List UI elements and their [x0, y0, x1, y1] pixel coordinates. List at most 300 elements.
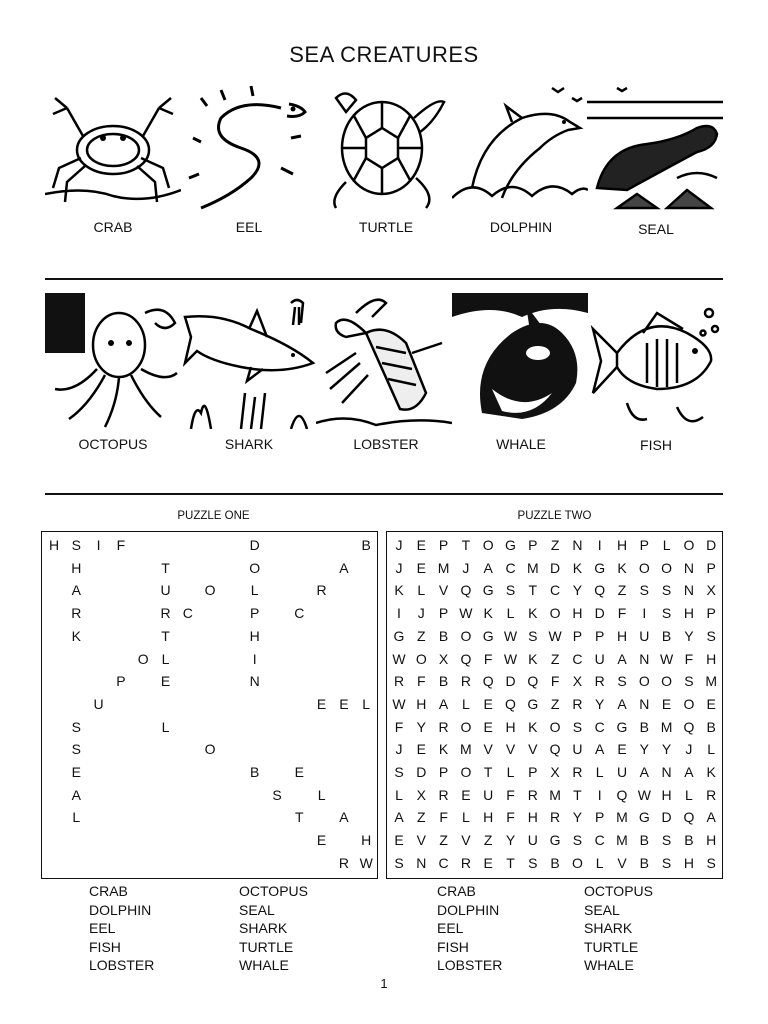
grid-letter: X — [438, 650, 449, 667]
grid-letter: Z — [617, 582, 627, 599]
divider-2 — [45, 493, 723, 495]
word: DOLPHIN — [437, 901, 500, 918]
grid-letter: L — [595, 764, 604, 780]
grid-letter: H — [361, 832, 372, 849]
grid-letter: K — [394, 582, 404, 599]
grid-letter: G — [482, 582, 494, 599]
grid-letter: E — [71, 764, 81, 780]
word-list-one-col2 — [239, 882, 308, 975]
grid-letter: W — [637, 786, 651, 803]
grid-letter: V — [461, 832, 471, 849]
grid-letter: T — [295, 809, 304, 826]
grid-letter: W — [392, 650, 406, 667]
grid-letter: L — [161, 718, 170, 735]
grid-letter: W — [503, 627, 518, 644]
grid-letter: I — [642, 605, 647, 622]
grid-letter: Z — [550, 695, 560, 712]
grid-letter: B — [706, 718, 716, 735]
grid-letter: Z — [550, 537, 560, 553]
grid-letter: P — [528, 537, 538, 553]
grid-letter: Y — [505, 832, 516, 849]
grid-letter: H — [249, 627, 260, 644]
grid-letter: E — [416, 741, 426, 758]
grid-letter: U — [594, 650, 605, 667]
grid-letter: K — [572, 559, 583, 576]
grid-letter: Q — [460, 582, 472, 599]
grid-letter: T — [573, 786, 582, 803]
label-eel: EEL — [235, 219, 263, 235]
grid-letter: R — [438, 718, 449, 735]
grid-letter: R — [438, 786, 449, 803]
grid-letter: L — [250, 582, 259, 599]
grid-letter: O — [460, 718, 472, 735]
grid-letter: D — [249, 537, 260, 553]
word: DOLPHIN — [89, 901, 152, 918]
grid-letter: S — [684, 673, 694, 690]
grid-letter: L — [707, 741, 716, 758]
grid-letter: O — [549, 718, 561, 735]
label-crab: CRAB — [93, 219, 133, 235]
grid-letter: M — [460, 741, 472, 758]
grid-letter: X — [550, 764, 560, 780]
grid-letter: Z — [550, 650, 560, 667]
grid-letter: H — [71, 559, 82, 576]
grid-letter: X — [706, 582, 716, 599]
grid-letter: L — [461, 809, 470, 826]
grid-letter: E — [316, 832, 327, 849]
word: SHARK — [239, 920, 288, 937]
grid-letter: O — [415, 650, 427, 667]
grid-letter: A — [438, 695, 449, 712]
grid-letter: S — [505, 582, 516, 599]
word: TURTLE — [239, 938, 294, 955]
grid-letter: A — [71, 786, 81, 803]
grid-letter: M — [705, 673, 718, 690]
grid-letter: U — [639, 627, 650, 644]
grid-letter: O — [661, 673, 673, 690]
crab-icon — [45, 78, 181, 214]
fish-icon — [587, 293, 723, 429]
grid-letter: S — [661, 854, 672, 871]
grid-letter: H — [505, 718, 516, 735]
grid-letter: B — [639, 718, 649, 735]
grid-letter: A — [483, 559, 493, 576]
grid-letter: V — [617, 854, 627, 871]
grid-letter: D — [661, 809, 672, 826]
grid-letter: Y — [639, 741, 649, 758]
grid-letter: O — [683, 537, 695, 553]
grid-letter: B — [550, 854, 560, 871]
word: LOBSTER — [437, 957, 503, 974]
label-fish: FISH — [640, 437, 672, 453]
grid-letter: X — [572, 673, 583, 690]
grid-letter: T — [506, 854, 515, 871]
grid-letter: S — [617, 673, 627, 690]
grid-letter: S — [528, 854, 538, 871]
grid-letter: W — [659, 650, 674, 667]
grid-letter: R — [460, 854, 471, 871]
grid-letter: C — [438, 854, 449, 871]
grid-letter: Z — [417, 809, 426, 826]
grid-letter: O — [482, 537, 494, 553]
lobster-icon — [316, 293, 452, 429]
grid-letter: P — [639, 537, 649, 553]
grid-letter: G — [505, 537, 516, 553]
grid-letter: F — [116, 537, 126, 553]
grid-letter: C — [294, 605, 305, 622]
grid-letter: T — [161, 559, 170, 576]
grid-letter: K — [528, 718, 538, 735]
grid-letter: F — [417, 673, 426, 690]
grid-letter: L — [395, 786, 403, 803]
grid-letter: C — [594, 718, 605, 735]
grid-letter: P — [528, 764, 538, 780]
grid-letter: I — [397, 605, 401, 622]
grid-letter: B — [438, 627, 449, 644]
page-title: SEA CREATURES — [289, 42, 479, 67]
grid-letter: U — [160, 582, 171, 599]
grid-letter: A — [684, 764, 694, 780]
grid-letter: Q — [683, 809, 695, 826]
word: WHALE — [584, 957, 634, 974]
grid-letter: R — [160, 605, 171, 622]
grid-letter: Y — [572, 809, 583, 826]
grid-letter: V — [438, 582, 449, 599]
grid-letter: C — [594, 832, 605, 849]
grid-letter: D — [706, 537, 717, 553]
grid-letter: P — [572, 627, 583, 644]
grid-letter: D — [594, 605, 605, 622]
grid-letter: N — [661, 764, 672, 780]
grid-letter: E — [483, 854, 493, 871]
word: WHALE — [239, 957, 289, 974]
grid-letter: K — [706, 764, 716, 780]
grid-letter: O — [204, 582, 216, 599]
grid-letter: S — [528, 627, 538, 644]
word: SEAL — [584, 901, 620, 918]
grid-letter: F — [506, 786, 515, 803]
grid-letter: A — [394, 809, 404, 826]
grid-letter: R — [706, 786, 717, 803]
grid-letter: V — [528, 741, 538, 758]
grid-letter: G — [638, 809, 650, 826]
grid-letter: M — [616, 809, 628, 826]
grid-letter: U — [93, 695, 104, 712]
grid-letter: A — [71, 582, 81, 599]
grid-letter: F — [684, 650, 694, 667]
word: OCTOPUS — [584, 883, 653, 899]
grid-letter: L — [161, 650, 170, 667]
grid-letter: O — [638, 673, 650, 690]
shark-icon — [181, 293, 317, 429]
grid-letter: Q — [527, 673, 539, 690]
grid-letter: F — [483, 650, 493, 667]
grid-letter: H — [48, 537, 60, 553]
grid-letter: L — [417, 582, 426, 599]
eel-picture — [181, 78, 317, 214]
grid-letter: G — [527, 695, 539, 712]
octopus-picture — [45, 293, 181, 429]
grid-letter: Z — [417, 627, 426, 644]
grid-letter: E — [706, 695, 716, 712]
word: OCTOPUS — [239, 883, 308, 899]
grid-letter: R — [338, 854, 349, 871]
grid-letter: L — [461, 695, 470, 712]
picture-row-2 — [45, 293, 723, 429]
seal-icon — [587, 78, 723, 214]
grid-letter: O — [638, 559, 650, 576]
grid-letter: K — [71, 627, 81, 644]
word-list-two-col2 — [584, 882, 653, 975]
grid-letter: A — [617, 695, 627, 712]
grid-letter: R — [572, 764, 583, 780]
grid-letter: R — [393, 673, 405, 690]
grid-letter: U — [527, 832, 538, 849]
grid-letter: C — [505, 559, 516, 576]
grid-letter: Q — [482, 673, 494, 690]
grid-letter: N — [249, 673, 260, 690]
grid-letter: G — [549, 832, 561, 849]
octopus-icon — [45, 293, 181, 429]
grid-letter: Q — [505, 695, 516, 712]
grid-letter: S — [661, 832, 672, 849]
grid-letter: P — [595, 809, 605, 826]
dolphin-icon — [452, 78, 588, 214]
grid-letter: Y — [572, 582, 583, 599]
shark-picture — [181, 293, 317, 429]
grid-letter: A — [706, 809, 716, 826]
grid-letter: E — [661, 695, 672, 712]
grid-letter: M — [437, 559, 450, 576]
grid-letter: Q — [683, 718, 695, 735]
grid-letter: E — [294, 764, 304, 780]
grid-letter: B — [639, 832, 649, 849]
grid-letter: P — [706, 559, 716, 576]
grid-letter: R — [71, 605, 82, 622]
grid-letter: J — [417, 605, 425, 622]
label-turtle: TURTLE — [358, 219, 414, 235]
word: CRAB — [89, 883, 128, 899]
grid-letter: X — [416, 786, 426, 803]
grid-letter: L — [317, 786, 326, 803]
puzzle-two-title: PUZZLE TWO — [517, 510, 592, 522]
grid-letter: Q — [460, 650, 472, 667]
grid-letter: H — [616, 627, 628, 644]
label-lobster: LOBSTER — [353, 436, 419, 452]
label-dolphin: DOLPHIN — [489, 219, 553, 235]
grid-letter: M — [549, 786, 561, 803]
grid-letter: E — [416, 559, 426, 576]
grid-letter: P — [250, 605, 260, 622]
grid-letter: J — [395, 537, 403, 553]
word: TURTLE — [584, 938, 639, 955]
grid-letter: G — [482, 627, 494, 644]
word: CRAB — [437, 883, 476, 899]
grid-letter: N — [416, 854, 427, 871]
word: EEL — [89, 920, 116, 937]
grid-letter: R — [316, 582, 327, 599]
grid-letter: J — [395, 741, 403, 758]
fish-picture — [587, 293, 723, 429]
grid-letter: H — [527, 809, 538, 826]
grid-letter: L — [595, 854, 604, 871]
grid-letter: W — [548, 627, 562, 644]
dolphin-picture — [452, 78, 588, 214]
grid-letter: P — [595, 627, 605, 644]
grid-letter: F — [506, 809, 515, 826]
grid-letter: I — [597, 537, 602, 553]
grid-letter: W — [392, 695, 406, 712]
page-number: 1 — [380, 976, 388, 991]
grid-letter: H — [683, 854, 694, 871]
grid-letter: V — [483, 741, 493, 758]
grid-letter: S — [71, 718, 81, 735]
grid-letter: H — [416, 695, 427, 712]
grid-letter: S — [639, 582, 649, 599]
grid-letter: H — [683, 605, 694, 622]
grid-letter: M — [660, 718, 673, 735]
grid-letter: H — [706, 650, 717, 667]
turtle-icon — [316, 78, 452, 214]
grid-letter: R — [460, 673, 471, 690]
grid-letter: Q — [616, 786, 628, 803]
grid-letter: H — [483, 809, 494, 826]
grid-letter: Z — [483, 832, 493, 849]
grid-letter: Z — [439, 832, 448, 849]
grid-letter: J — [395, 559, 403, 576]
eel-icon — [181, 78, 317, 214]
divider-1 — [45, 278, 723, 280]
grid-letter: G — [393, 627, 405, 644]
grid-letter: L — [684, 786, 693, 803]
grid-letter: T — [461, 537, 471, 553]
grid-letter: F — [550, 673, 560, 690]
grid-letter: T — [161, 627, 170, 644]
grid-letter: C — [182, 605, 193, 622]
grid-letter: B — [361, 537, 371, 553]
grid-letter: E — [483, 718, 493, 735]
grid-letter: L — [506, 764, 515, 780]
grid-letter: D — [550, 559, 561, 576]
grid-letter: H — [572, 605, 583, 622]
grid-letter: I — [597, 786, 602, 803]
grid-letter: F — [439, 809, 448, 826]
grid-letter: O — [460, 764, 472, 780]
grid-letter: W — [503, 650, 518, 667]
grid-letter: U — [483, 786, 494, 803]
label-whale: WHALE — [496, 436, 546, 452]
grid-letter: E — [483, 695, 493, 712]
grid-letter: O — [460, 627, 472, 644]
word-list-two-col1 — [437, 882, 502, 975]
grid-letter: E — [316, 695, 327, 712]
label-octopus: OCTOPUS — [78, 436, 148, 452]
grid-letter: O — [549, 605, 561, 622]
grid-letter: S — [71, 741, 81, 758]
grid-letter: K — [483, 605, 493, 622]
grid-letter: W — [459, 605, 473, 622]
grid-letter: N — [639, 695, 650, 712]
grid-letter: R — [594, 673, 605, 690]
grid-letter: S — [394, 854, 404, 871]
word: LOBSTER — [89, 957, 155, 974]
grid-letter: S — [572, 832, 583, 849]
grid-letter: S — [706, 627, 716, 644]
label-seal: SEAL — [638, 221, 674, 237]
grid-letter: I — [252, 650, 257, 667]
grid-letter: A — [617, 650, 627, 667]
grid-letter: E — [416, 537, 426, 553]
grid-letter: I — [96, 537, 101, 553]
grid-letter: P — [438, 764, 449, 780]
grid-letter: P — [438, 605, 449, 622]
grid-letter: E — [617, 741, 627, 758]
grid-letter: H — [661, 786, 672, 803]
grid-letter: R — [572, 695, 583, 712]
grid-letter: E — [394, 832, 404, 849]
grid-letter: G — [594, 559, 606, 576]
grid-letter: A — [339, 559, 349, 576]
grid-letter: Y — [416, 718, 426, 735]
grid-letter: E — [339, 695, 349, 712]
grid-letter: C — [572, 650, 583, 667]
grid-letter: O — [204, 741, 216, 758]
seal-picture — [587, 78, 723, 214]
grid-letter: W — [359, 854, 373, 871]
grid-letter: S — [661, 605, 672, 622]
grid-letter: L — [506, 605, 515, 622]
grid-letter: K — [438, 741, 449, 758]
word-list-one-col1 — [89, 882, 154, 975]
grid-letter: S — [572, 718, 583, 735]
grid-letter: L — [362, 695, 371, 712]
turtle-picture — [316, 78, 452, 214]
puzzle-two-grid — [386, 531, 723, 879]
picture-row-1 — [45, 78, 723, 214]
grid-letter: S — [706, 854, 716, 871]
grid-letter: B — [639, 854, 649, 871]
grid-letter: E — [461, 786, 471, 803]
grid-letter: K — [617, 559, 627, 576]
grid-letter: Q — [594, 582, 606, 599]
grid-letter: L — [662, 537, 671, 553]
grid-letter: V — [505, 741, 516, 758]
grid-letter: G — [616, 718, 628, 735]
grid-letter: T — [528, 582, 538, 599]
grid-letter: K — [528, 650, 538, 667]
grid-letter: K — [528, 605, 538, 622]
grid-letter: P — [706, 605, 716, 622]
grid-letter: V — [416, 832, 426, 849]
word: EEL — [437, 920, 464, 937]
grid-letter: S — [272, 786, 282, 803]
grid-letter: E — [160, 673, 171, 690]
crab-picture — [45, 78, 181, 214]
puzzle-one-title: PUZZLE ONE — [177, 510, 250, 522]
whale-picture — [452, 293, 588, 429]
grid-letter: D — [416, 764, 427, 780]
word: FISH — [89, 938, 121, 955]
grid-letter: C — [550, 582, 561, 599]
word: FISH — [437, 938, 469, 955]
grid-letter: O — [571, 854, 583, 871]
grid-letter: P — [438, 537, 449, 553]
grid-letter: R — [527, 786, 538, 803]
grid-letter: B — [250, 764, 260, 780]
grid-letter: S — [661, 582, 672, 599]
lobster-picture — [316, 293, 452, 429]
grid-letter: N — [572, 537, 583, 553]
